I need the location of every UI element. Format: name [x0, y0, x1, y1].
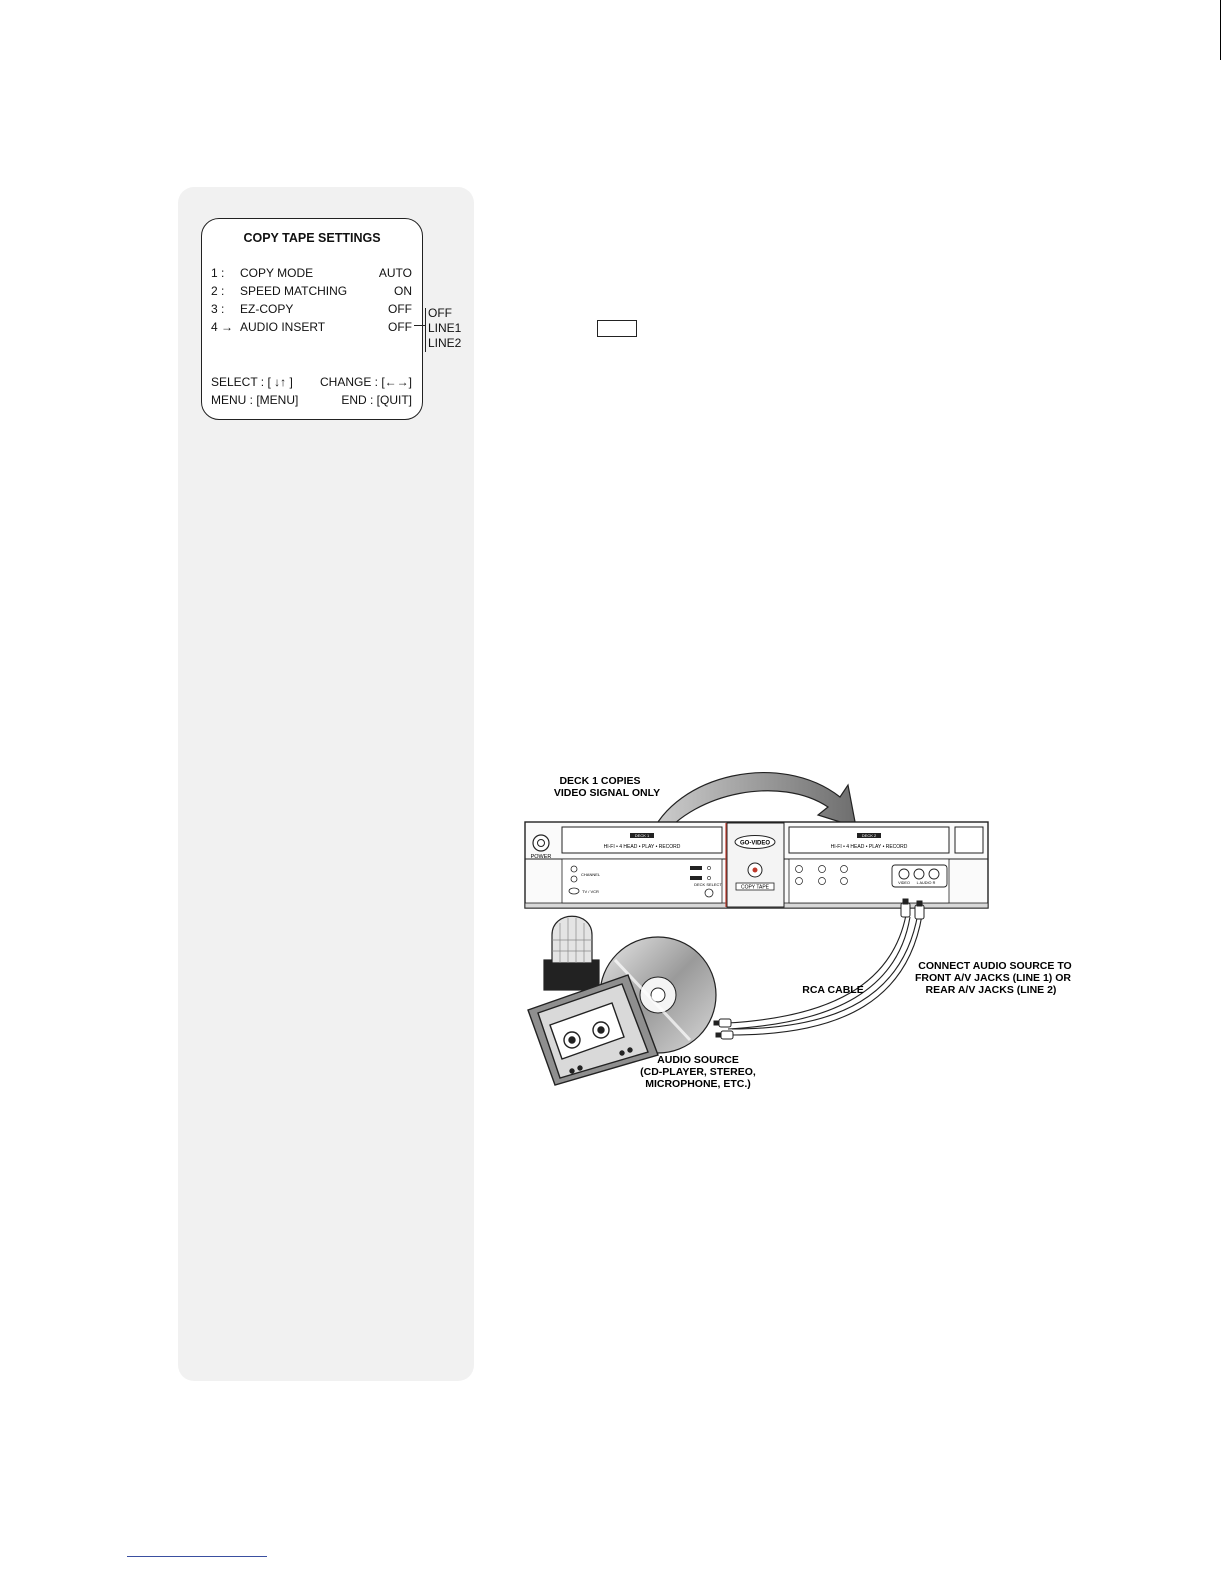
audio-jack-label: L AUDIO R — [916, 881, 936, 885]
power-icon — [533, 835, 549, 851]
osd-row-value: ON — [394, 284, 412, 298]
osd-row-num: 1 : — [211, 266, 225, 280]
diagram-svg — [500, 755, 1100, 1100]
connect-label-3: REAR A/V JACKS (LINE 2) — [925, 984, 1057, 996]
option-off: OFF — [428, 306, 452, 320]
osd-row-label: SPEED MATCHING — [240, 284, 348, 298]
copy-tape-label: COPY TAPE — [740, 884, 770, 891]
deck-copies-label-2: VIDEO SIGNAL ONLY — [553, 787, 661, 799]
deck1-spec: HI-FI • 4 HEAD • PLAY • RECORD — [603, 844, 681, 850]
deck2-slot-label: DECK 2 — [861, 833, 877, 838]
options-bracket — [425, 308, 426, 352]
osd-row-num: 4 → — [211, 320, 234, 334]
power-label: POWER — [530, 854, 552, 860]
osd-row-value: AUTO — [378, 266, 412, 280]
audio-source-label-2: (CD-PLAYER, STEREO, — [640, 1066, 756, 1078]
video-jack-label: VIDEO — [898, 881, 910, 885]
options-connector — [414, 325, 425, 326]
connect-label-1: CONNECT AUDIO SOURCE TO — [918, 960, 1072, 972]
option-line2: LINE2 — [428, 336, 462, 350]
osd-row-copy-mode — [211, 266, 412, 282]
audio-source-label-3: MICROPHONE, ETC.) — [645, 1078, 751, 1090]
brand-logo: GO-VIDEO — [739, 840, 771, 847]
audio-source-label-1: AUDIO SOURCE — [657, 1054, 739, 1066]
audio-insert-options — [422, 306, 461, 351]
copy-tape-settings-screen — [201, 218, 423, 420]
osd-row-value: OFF — [388, 320, 412, 334]
osd-footer-line-1 — [211, 375, 412, 391]
deck1-slot-label: DECK 1 — [634, 833, 650, 838]
osd-title: COPY TAPE SETTINGS — [243, 231, 381, 245]
page-edge-line — [1220, 0, 1221, 60]
option-line1: LINE1 — [428, 321, 462, 335]
osd-row-speed-matching — [211, 284, 412, 300]
osd-row-label: EZ-COPY — [240, 302, 294, 316]
deck2-spec: HI-FI • 4 HEAD • PLAY • RECORD — [830, 844, 908, 850]
button-key-box — [597, 320, 637, 337]
osd-row-num: 2 : — [211, 284, 225, 298]
osd-select-hint: SELECT : [ ↓↑ ] — [211, 375, 293, 389]
tv-vcr-label: TV / VCR — [582, 889, 599, 894]
osd-menu-hint: MENU : [MENU] — [211, 393, 299, 407]
osd-footer-line-2 — [211, 393, 412, 409]
microphone-icon — [544, 916, 599, 990]
audio-insert-diagram — [500, 755, 1100, 1100]
osd-row-ez-copy — [211, 302, 412, 318]
osd-end-hint: END : [QUIT] — [341, 393, 412, 407]
channel-label: CHANNEL — [581, 872, 601, 877]
osd-row-audio-insert — [211, 320, 412, 336]
osd-row-label: AUDIO INSERT — [240, 320, 326, 334]
osd-row-value: OFF — [388, 302, 412, 316]
rca-cable-label: RCA CABLE — [802, 984, 864, 996]
osd-row-label: COPY MODE — [240, 266, 314, 280]
connect-label-2: FRONT A/V JACKS (LINE 1) OR — [915, 972, 1071, 984]
deck-copies-label-1: DECK 1 COPIES — [559, 775, 641, 787]
vcr-unit — [525, 822, 988, 908]
osd-row-num: 3 : — [211, 302, 225, 316]
footer-link-line — [127, 1556, 267, 1557]
rca-cable — [728, 913, 922, 1035]
deck-select-label: DECK SELECT — [694, 882, 722, 887]
osd-change-hint: CHANGE : [←→] — [319, 375, 412, 389]
